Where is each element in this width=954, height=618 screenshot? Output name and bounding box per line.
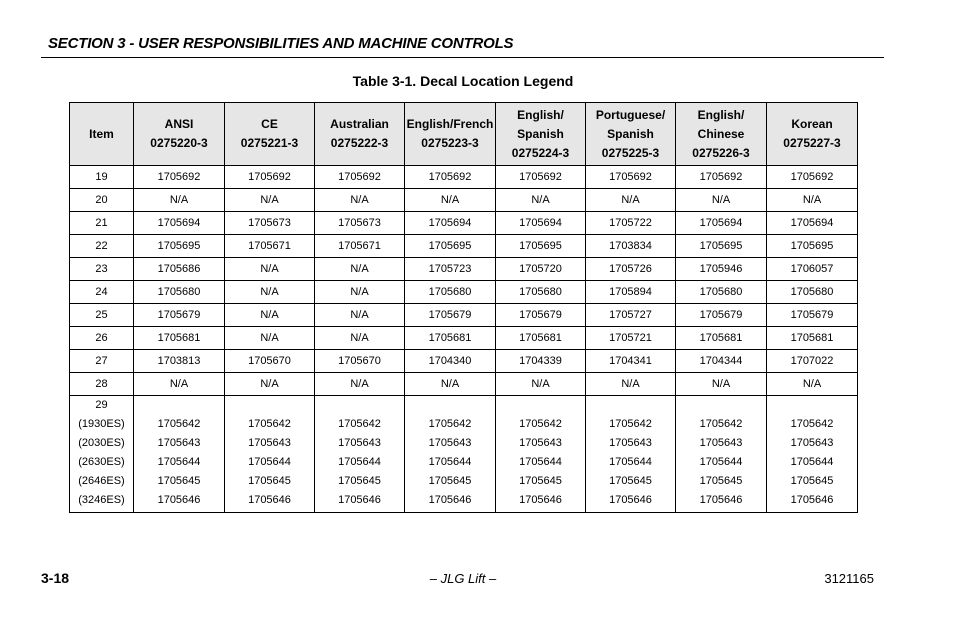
part-number-cell: 1705680 xyxy=(496,281,586,304)
table-row xyxy=(70,281,858,304)
part-number-cell: 1705670 xyxy=(315,350,405,373)
part-number-cell: 1705681 xyxy=(134,327,225,350)
part-number-line: 1705642 xyxy=(338,418,381,430)
part-number-line: 1705644 xyxy=(699,456,743,468)
part-number-cell: 1705894 xyxy=(586,281,676,304)
part-number-line: 1705646 xyxy=(790,494,834,506)
part-number-cell: N/A xyxy=(405,373,496,396)
part-number-cell: 1705695 xyxy=(496,235,586,258)
part-number-cell: N/A xyxy=(225,258,315,281)
part-number-cell: 1704344 xyxy=(676,350,767,373)
part-number-cell: 1705692 xyxy=(315,166,405,189)
part-number-cell: N/A xyxy=(315,327,405,350)
item-line: (3246ES) xyxy=(78,494,125,506)
column-header-line: Portuguese/ xyxy=(595,107,666,122)
part-number-cell: 1705692 xyxy=(225,166,315,189)
part-number-cell: 1705695 xyxy=(767,235,858,258)
part-number-line: 1705645 xyxy=(699,475,743,487)
part-number-line: 1705643 xyxy=(519,437,562,449)
column-header-line: Australian xyxy=(330,117,389,131)
part-number-line: 1705644 xyxy=(519,456,562,468)
part-number-line: 1705644 xyxy=(248,456,291,468)
part-number-cell xyxy=(134,396,225,513)
part-number-cell: 1705673 xyxy=(225,212,315,235)
part-number-line: 1705645 xyxy=(519,475,562,487)
part-number-line: 1705646 xyxy=(157,494,201,506)
part-number-cell: N/A xyxy=(315,304,405,327)
part-number-line: 1705642 xyxy=(609,418,652,430)
part-number-cell: 1705694 xyxy=(676,212,767,235)
part-number-cell: 1707022 xyxy=(767,350,858,373)
column-header-line: 0275222-3 xyxy=(330,136,389,150)
column-header xyxy=(767,103,858,166)
part-number-cell: N/A xyxy=(134,373,225,396)
column-header-line: English/ xyxy=(517,107,564,122)
item-number-cell: 25 xyxy=(70,304,134,327)
part-number-cell xyxy=(767,396,858,513)
part-number-cell: 1705673 xyxy=(315,212,405,235)
part-number-cell: N/A xyxy=(225,327,315,350)
item-number-cell: 23 xyxy=(70,258,134,281)
part-number-cell xyxy=(586,396,676,513)
part-number-cell: 1705671 xyxy=(315,235,405,258)
item-number-cell: 22 xyxy=(70,235,134,258)
column-header-line: English/ xyxy=(697,107,745,122)
part-number-cell: 1705670 xyxy=(225,350,315,373)
column-header-line: Korean xyxy=(791,117,833,131)
cell-spacer xyxy=(586,396,675,415)
part-number-line: 1705646 xyxy=(699,494,743,506)
column-header-line: Spanish xyxy=(607,126,654,141)
table-header-row xyxy=(70,103,858,166)
part-number-cell: 1705720 xyxy=(496,258,586,281)
part-number-line: 1705642 xyxy=(157,418,201,430)
item-line: 29 xyxy=(95,399,108,411)
column-header-line: CE xyxy=(261,117,278,131)
part-number-line: 1705642 xyxy=(790,418,834,430)
table-row xyxy=(70,350,858,373)
part-number-line: 1705645 xyxy=(157,475,201,487)
part-number-cell: 1704339 xyxy=(496,350,586,373)
table-row xyxy=(70,304,858,327)
part-number-cell: N/A xyxy=(225,281,315,304)
part-number-line: 1705646 xyxy=(609,494,652,506)
column-header xyxy=(496,103,586,166)
part-number-cell xyxy=(676,396,767,513)
table-row xyxy=(70,327,858,350)
part-number-cell: N/A xyxy=(676,189,767,212)
part-number-line: 1705645 xyxy=(790,475,834,487)
column-header-line: 0275220-3 xyxy=(150,136,208,150)
part-number-cell: N/A xyxy=(315,373,405,396)
part-number-line: 1705642 xyxy=(699,418,743,430)
part-number-cell: 1705686 xyxy=(134,258,225,281)
part-number-cell: 1705681 xyxy=(676,327,767,350)
part-number-cell: 1704340 xyxy=(405,350,496,373)
item-number-cell xyxy=(70,396,134,513)
item-number-cell: 27 xyxy=(70,350,134,373)
part-number-line: 1705643 xyxy=(157,437,201,449)
part-number-cell: 1706057 xyxy=(767,258,858,281)
part-number-line: 1705645 xyxy=(428,475,472,487)
part-number-line: 1705642 xyxy=(428,418,472,430)
cell-spacer xyxy=(767,396,857,415)
part-number-line: 1705646 xyxy=(428,494,472,506)
column-header xyxy=(405,103,496,166)
part-number-cell: N/A xyxy=(496,373,586,396)
column-header-line: 0275226-3 xyxy=(692,145,750,160)
part-number-line: 1705643 xyxy=(699,437,743,449)
part-number-cell: 1705722 xyxy=(586,212,676,235)
part-number-cell: 1705692 xyxy=(767,166,858,189)
part-number-cell: 1705726 xyxy=(586,258,676,281)
part-number-cell: N/A xyxy=(315,281,405,304)
part-number-line: 1705643 xyxy=(248,437,291,449)
part-number-line: 1705645 xyxy=(338,475,381,487)
table-row xyxy=(70,212,858,235)
part-number-cell: 1705680 xyxy=(134,281,225,304)
part-number-cell: 1705695 xyxy=(405,235,496,258)
column-header-line: Spanish xyxy=(517,126,564,141)
part-number-cell: N/A xyxy=(767,373,858,396)
table-row xyxy=(70,189,858,212)
part-number-line: 1705643 xyxy=(790,437,834,449)
table-row xyxy=(70,373,858,396)
part-number-cell: 1705679 xyxy=(496,304,586,327)
table-row xyxy=(70,396,858,513)
part-number-cell: 1705694 xyxy=(405,212,496,235)
part-number-cell: 1704341 xyxy=(586,350,676,373)
cell-spacer xyxy=(315,396,404,415)
column-header xyxy=(70,103,134,166)
section-title: SECTION 3 - USER RESPONSIBILITIES AND MACHINE CONTROLS xyxy=(48,35,514,52)
part-number-line: 1705644 xyxy=(157,456,201,468)
part-number-cell: N/A xyxy=(676,373,767,396)
part-number-cell: 1705721 xyxy=(586,327,676,350)
part-number-cell: 1705679 xyxy=(134,304,225,327)
part-number-cell: 1705681 xyxy=(405,327,496,350)
part-number-line: 1705644 xyxy=(428,456,472,468)
item-number-cell: 19 xyxy=(70,166,134,189)
column-header xyxy=(676,103,767,166)
part-number-cell: 1705680 xyxy=(767,281,858,304)
header-divider xyxy=(41,57,884,58)
part-number-line: 1705643 xyxy=(428,437,472,449)
part-number-line: 1705645 xyxy=(609,475,652,487)
part-number-cell: 1705694 xyxy=(767,212,858,235)
part-number-cell: 1703813 xyxy=(134,350,225,373)
column-header xyxy=(315,103,405,166)
part-number-cell: 1705692 xyxy=(134,166,225,189)
item-number-cell: 20 xyxy=(70,189,134,212)
cell-spacer xyxy=(134,396,224,415)
part-number-cell: N/A xyxy=(225,373,315,396)
column-header-line: 0275224-3 xyxy=(511,145,570,160)
part-number-cell: 1705723 xyxy=(405,258,496,281)
part-number-cell: N/A xyxy=(315,258,405,281)
column-header-line: ANSI xyxy=(164,117,194,131)
part-number-line: 1705646 xyxy=(338,494,381,506)
footer-page-number: 3-18 xyxy=(41,570,70,586)
column-header-line: 0275227-3 xyxy=(783,136,841,150)
part-number-cell: 1705679 xyxy=(405,304,496,327)
column-header-line: Item xyxy=(89,126,114,141)
column-header xyxy=(225,103,315,166)
item-number-cell: 21 xyxy=(70,212,134,235)
table-row xyxy=(70,258,858,281)
part-number-cell: 1705681 xyxy=(496,327,586,350)
part-number-line: 1705643 xyxy=(338,437,381,449)
part-number-cell xyxy=(315,396,405,513)
part-number-line: 1705643 xyxy=(609,437,652,449)
part-number-cell: 1705681 xyxy=(767,327,858,350)
part-number-cell: 1705680 xyxy=(676,281,767,304)
part-number-cell: 1705946 xyxy=(676,258,767,281)
part-number-cell: 1705695 xyxy=(134,235,225,258)
part-number-cell xyxy=(496,396,586,513)
part-number-cell: N/A xyxy=(315,189,405,212)
part-number-cell xyxy=(225,396,315,513)
part-number-cell: 1705671 xyxy=(225,235,315,258)
cell-spacer xyxy=(225,396,314,415)
item-line: (2630ES) xyxy=(78,456,125,468)
column-header xyxy=(134,103,225,166)
column-header-line: 0275225-3 xyxy=(601,145,660,160)
part-number-line: 1705642 xyxy=(519,418,562,430)
cell-spacer xyxy=(405,396,495,415)
part-number-line: 1705645 xyxy=(248,475,291,487)
part-number-cell: 1705727 xyxy=(586,304,676,327)
part-number-cell: N/A xyxy=(586,373,676,396)
column-header-line: Chinese xyxy=(697,126,745,141)
part-number-cell: 1703834 xyxy=(586,235,676,258)
part-number-cell: 1705679 xyxy=(676,304,767,327)
table-row xyxy=(70,166,858,189)
part-number-line: 1705646 xyxy=(519,494,562,506)
item-line: (2030ES) xyxy=(78,437,125,449)
item-number-cell: 24 xyxy=(70,281,134,304)
part-number-cell: N/A xyxy=(586,189,676,212)
part-number-cell: N/A xyxy=(225,189,315,212)
cell-spacer xyxy=(496,396,585,415)
item-number-cell: 28 xyxy=(70,373,134,396)
part-number-cell: N/A xyxy=(134,189,225,212)
column-header xyxy=(586,103,676,166)
part-number-line: 1705644 xyxy=(609,456,652,468)
item-line: (2646ES) xyxy=(78,475,125,487)
footer-document-number: 3121165 xyxy=(824,571,874,586)
part-number-cell: N/A xyxy=(405,189,496,212)
part-number-cell: 1705692 xyxy=(676,166,767,189)
part-number-cell: 1705680 xyxy=(405,281,496,304)
column-header-line: 0275223-3 xyxy=(421,136,479,150)
part-number-cell: N/A xyxy=(225,304,315,327)
part-number-cell: N/A xyxy=(496,189,586,212)
part-number-cell: 1705695 xyxy=(676,235,767,258)
column-header-line: English/French xyxy=(406,117,494,131)
part-number-cell: 1705692 xyxy=(586,166,676,189)
part-number-cell: 1705692 xyxy=(496,166,586,189)
table-title: Table 3-1. Decal Location Legend xyxy=(352,73,574,89)
part-number-line: 1705644 xyxy=(338,456,381,468)
column-header-line: 0275221-3 xyxy=(240,136,299,150)
part-number-cell: 1705679 xyxy=(767,304,858,327)
item-number-cell: 26 xyxy=(70,327,134,350)
decal-location-legend-table xyxy=(69,102,858,513)
part-number-cell: 1705694 xyxy=(134,212,225,235)
part-number-line: 1705642 xyxy=(248,418,291,430)
part-number-line: 1705644 xyxy=(790,456,834,468)
part-number-line: 1705646 xyxy=(248,494,291,506)
cell-spacer xyxy=(676,396,766,415)
part-number-cell: 1705692 xyxy=(405,166,496,189)
part-number-cell: N/A xyxy=(767,189,858,212)
part-number-cell xyxy=(405,396,496,513)
footer-publisher: – JLG Lift – xyxy=(429,571,497,586)
part-number-cell: 1705694 xyxy=(496,212,586,235)
table-row xyxy=(70,235,858,258)
item-line: (1930ES) xyxy=(78,418,125,430)
